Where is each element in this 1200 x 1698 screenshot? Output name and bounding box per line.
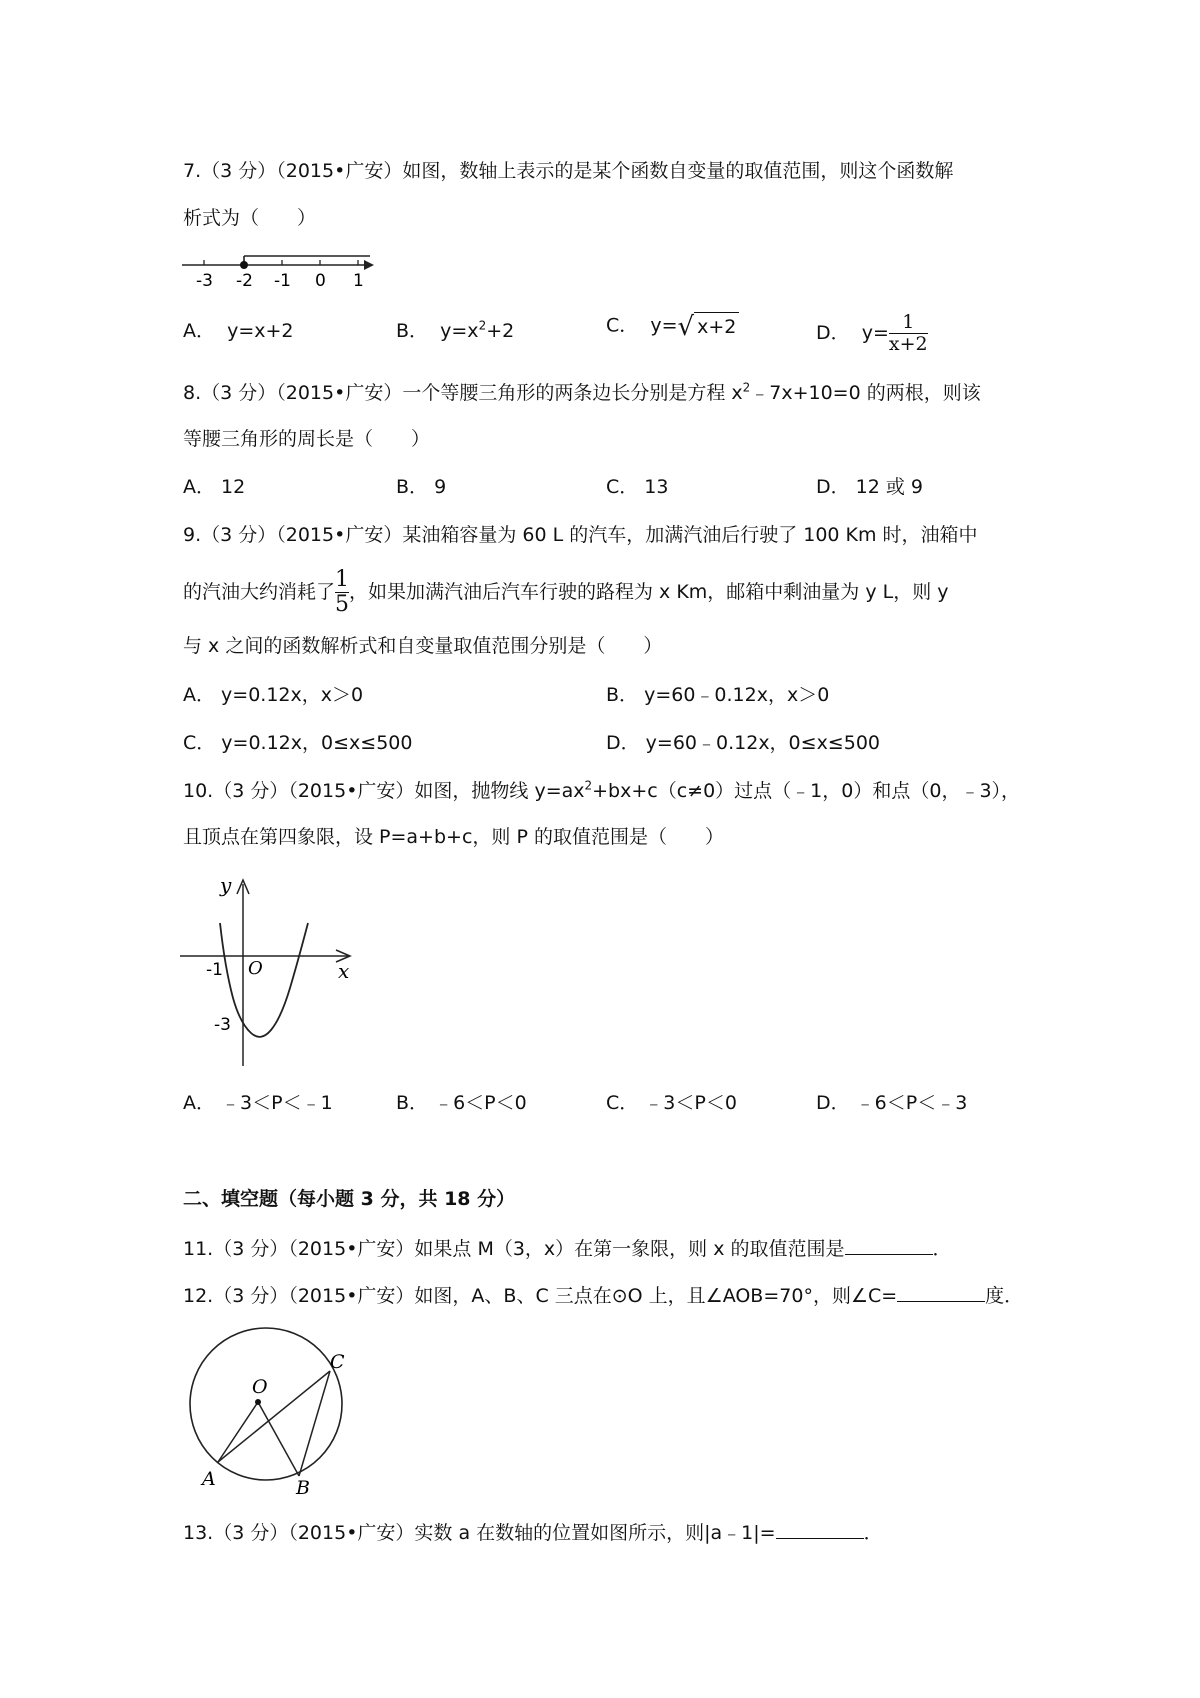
- fraction: $\frac{1}{x+2}$: [888, 311, 928, 355]
- q8-line2: 等腰三角形的周长是（ ）: [183, 428, 431, 450]
- q8-option-b: B． 9: [396, 476, 447, 498]
- q7-number-line: [180, 250, 380, 295]
- answer-blank: [897, 1281, 985, 1302]
- minus-one-label: -1: [206, 960, 223, 980]
- answer-blank: [845, 1234, 933, 1255]
- q8-option-a: A． 12: [183, 476, 246, 498]
- q8-line1: 8.（3 分）（2015•广安）一个等腰三角形的两条边长分别是方程 $x^2﹣7x+10=0$ 的两根，则该: [183, 380, 981, 404]
- tick-label: -3: [196, 271, 213, 291]
- q10-option-d: D． ﹣6＜P＜﹣3: [816, 1092, 968, 1114]
- q8-option-c: C． 13: [606, 476, 669, 498]
- q8-option-d: D． 12 或 9: [816, 476, 924, 498]
- tick-label: 0: [315, 271, 326, 291]
- q9-line1: 9.（3 分）（2015•广安）某油箱容量为 60 L 的汽车，加满汽油后行驶了 100 Km 时，油箱中: [183, 524, 978, 546]
- q10-option-b: B． ﹣6＜P＜0: [396, 1092, 527, 1114]
- point-o-label: O: [252, 1376, 268, 1398]
- q7-line2: 析式为（ ）: [183, 207, 317, 229]
- q10-line1: 10.（3 分）（2015•广安）如图，抛物线 $y=ax^2+bx+c(c\ne 0)$过点（﹣1，0）和点（0，﹣3），: [183, 778, 1021, 802]
- minus-three-label: -3: [214, 1015, 231, 1035]
- section-title: 二、填空题（每小题 3 分，共 18 分）: [183, 1188, 516, 1210]
- tick-label: 1: [353, 271, 364, 291]
- q7-option-d: D． y= $\frac{1}{x+2}$: [816, 311, 928, 355]
- y-axis-label: y: [220, 873, 232, 897]
- fraction-one-fifth: $\frac{1}{5}$: [335, 567, 350, 617]
- answer-blank: [776, 1518, 864, 1539]
- point-b-label: B: [296, 1477, 310, 1495]
- q13-line: 13.（3 分）（2015•广安）实数 a 在数轴的位置如图所示，则|a﹣1|= ．: [183, 1518, 883, 1546]
- q7-option-a: A． y=x+2: [183, 320, 294, 342]
- q7-option-c: C． y= √ x+2: [606, 312, 739, 340]
- point-a-label: A: [202, 1468, 216, 1490]
- q10-parabola-graph: [178, 868, 368, 1068]
- q9-option-a: A． y=0.12x，x＞0: [183, 684, 364, 706]
- q12-circle-figure: [178, 1320, 358, 1495]
- q7-line1: 7.（3 分）（2015•广安）如图，数轴上表示的是某个函数自变量的取值范围，则这个函数解: [183, 160, 954, 182]
- q10-option-a: A． ﹣3＜P＜﹣1: [183, 1092, 333, 1114]
- q11-line: 11.（3 分）（2015•广安）如果点 M（3，x）在第一象限，则 x 的取值范围是 ．: [183, 1234, 952, 1262]
- sqrt-expression: √ x+2: [678, 312, 740, 340]
- q9-option-c: C． y=0.12x，0≤x≤500: [183, 732, 413, 754]
- q9-line3: 与 x 之间的函数解析式和自变量取值范围分别是（ ）: [183, 635, 663, 657]
- q10-line2: 且顶点在第四象限，设 P=a+b+c，则 P 的取值范围是（ ）: [183, 826, 724, 848]
- origin-label: O: [248, 958, 263, 979]
- point-c-label: C: [330, 1351, 345, 1373]
- tick-label: -2: [236, 271, 253, 291]
- q10-option-c: C． ﹣3＜P＜0: [606, 1092, 737, 1114]
- q9-option-d: D． y=60﹣0.12x，0≤x≤500: [606, 732, 880, 754]
- q9-line2: 的汽油大约消耗了 $\frac{1}{5}$ ，如果加满汽油后汽车行驶的路程为 x Km，邮箱中剩油量为 y L，则 y: [183, 567, 949, 617]
- q7-option-b: B． $y=x^2+2$: [396, 318, 515, 342]
- x-axis-label: x: [338, 959, 350, 983]
- tick-label: -1: [274, 271, 291, 291]
- q9-option-b: B． y=60﹣0.12x，x＞0: [606, 684, 830, 706]
- q12-line: 12.（3 分）（2015•广安）如图，A、B、C 三点在⊙O 上，且∠AOB=70°，则∠C= 度．: [183, 1281, 1023, 1309]
